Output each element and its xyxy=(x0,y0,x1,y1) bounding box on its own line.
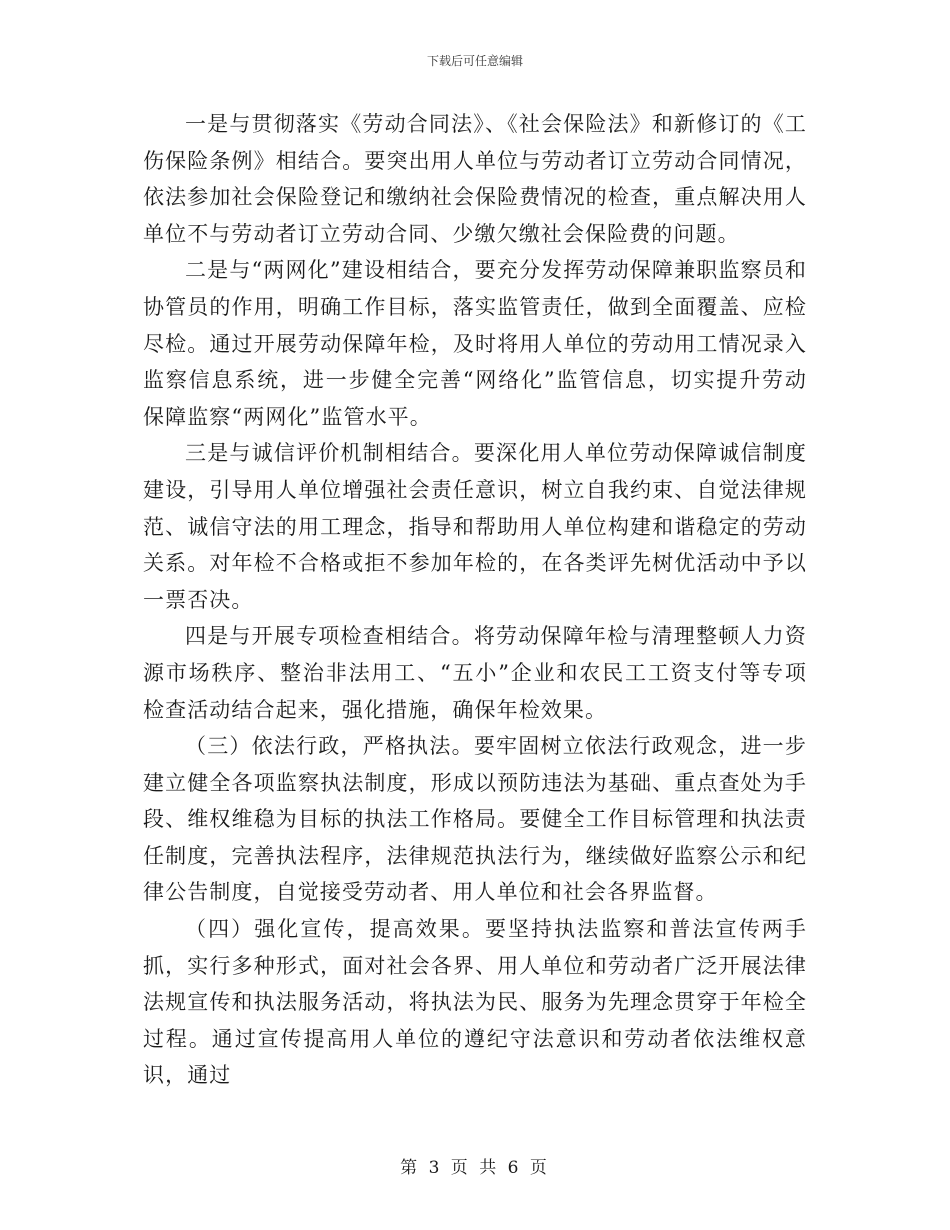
line: 检查活动结合起来，强化措施，确保年检效果。 xyxy=(143,697,608,722)
line: 况，依法参加社会保险登记和缴纳社会保险费情况的检查，重点解决 xyxy=(143,148,807,210)
line: 动保障监察“两网化”监管水平。 xyxy=(143,368,807,429)
line: 源市场秩序、整治非法用工、“五小”企业和农民工工资支付等专项 xyxy=(143,660,807,685)
line: 宣传和执法服务活动，将执法为民、服务为先理念贯穿于年检全过程。 xyxy=(143,990,807,1051)
paragraph-3 xyxy=(143,435,807,618)
document-body xyxy=(143,106,807,1094)
line: 四是与开展专项检查相结合。将劳动保障年检与清理整顿人力资 xyxy=(185,624,807,649)
line: 范、诚信守法的用工理念，指导和帮助用人单位构建和谐稳定的劳动 xyxy=(143,514,807,539)
line: 三是与诚信评价机制相结合。要深化用人单位劳动保障诚信制度 xyxy=(185,441,807,466)
line: 《工伤保险条例》相结合。要突出用人单位与劳动者订立劳动合同情 xyxy=(143,112,807,173)
line: 通过宣传提高用人单位的遵纪守法意识和劳动者依法维权意识，通过 xyxy=(143,1026,807,1088)
line: 建立健全各项监察执法制度，形成以预防违法为基础、重点查处为手 xyxy=(143,770,807,795)
line: 建设，引导用人单位增强社会责任意识，树立自我约束、自觉法律规 xyxy=(143,477,807,502)
paragraph-5 xyxy=(143,728,807,911)
paragraph-6 xyxy=(143,911,807,1094)
line: 用人单位不与劳动者订立劳动合同、少缴欠缴社会保险费的问题。 xyxy=(143,185,807,246)
line: 关系。对年检不合格或拒不参加年检的，在各类评先树优活动中予以 xyxy=(143,551,807,576)
paragraph-2 xyxy=(143,252,807,435)
line: 一票否决。 xyxy=(143,587,254,612)
line: 检尽检。通过开展劳动保障年检，及时将用人单位的劳动用工情况录 xyxy=(143,294,807,356)
line: 律公告制度，自觉接受劳动者、用人单位和社会各界监督。 xyxy=(143,880,718,905)
paragraph-4 xyxy=(143,618,807,728)
line: 和协管员的作用，明确工作目标，落实监管责任，做到全面覆盖、应 xyxy=(143,258,807,319)
line: 任制度，完善执法程序，法律规范执法行为，继续做好监察公示和纪 xyxy=(143,843,807,868)
line: 段、维权维稳为目标的执法工作格局。要健全工作目标管理和执法责 xyxy=(143,807,807,832)
page-header: 下载后可任意编辑 xyxy=(426,54,523,68)
line: （三）依法行政，严格执法。要牢固树立依法行政观念，进一步 xyxy=(185,734,807,759)
page-number-footer: 第 3 页 共 6 页 xyxy=(400,1158,550,1178)
line: 一是与贯彻落实《劳动合同法》、《社会保险法》和新修订的 xyxy=(185,112,763,136)
paragraph-1 xyxy=(143,106,807,252)
line: （四）强化宣传，提高效果。要坚持执法监察和普法宣传两手抓， xyxy=(143,917,807,978)
line: 二是与“两网化”建设相结合，要充分发挥劳动保障兼职监察员 xyxy=(185,258,785,283)
line: 入监察信息系统，进一步健全完善“网络化”监管信息，切实提升劳 xyxy=(143,331,807,393)
line: 实行多种形式，面对社会各界、用人单位和劳动者广泛开展法律法规 xyxy=(143,953,807,1015)
